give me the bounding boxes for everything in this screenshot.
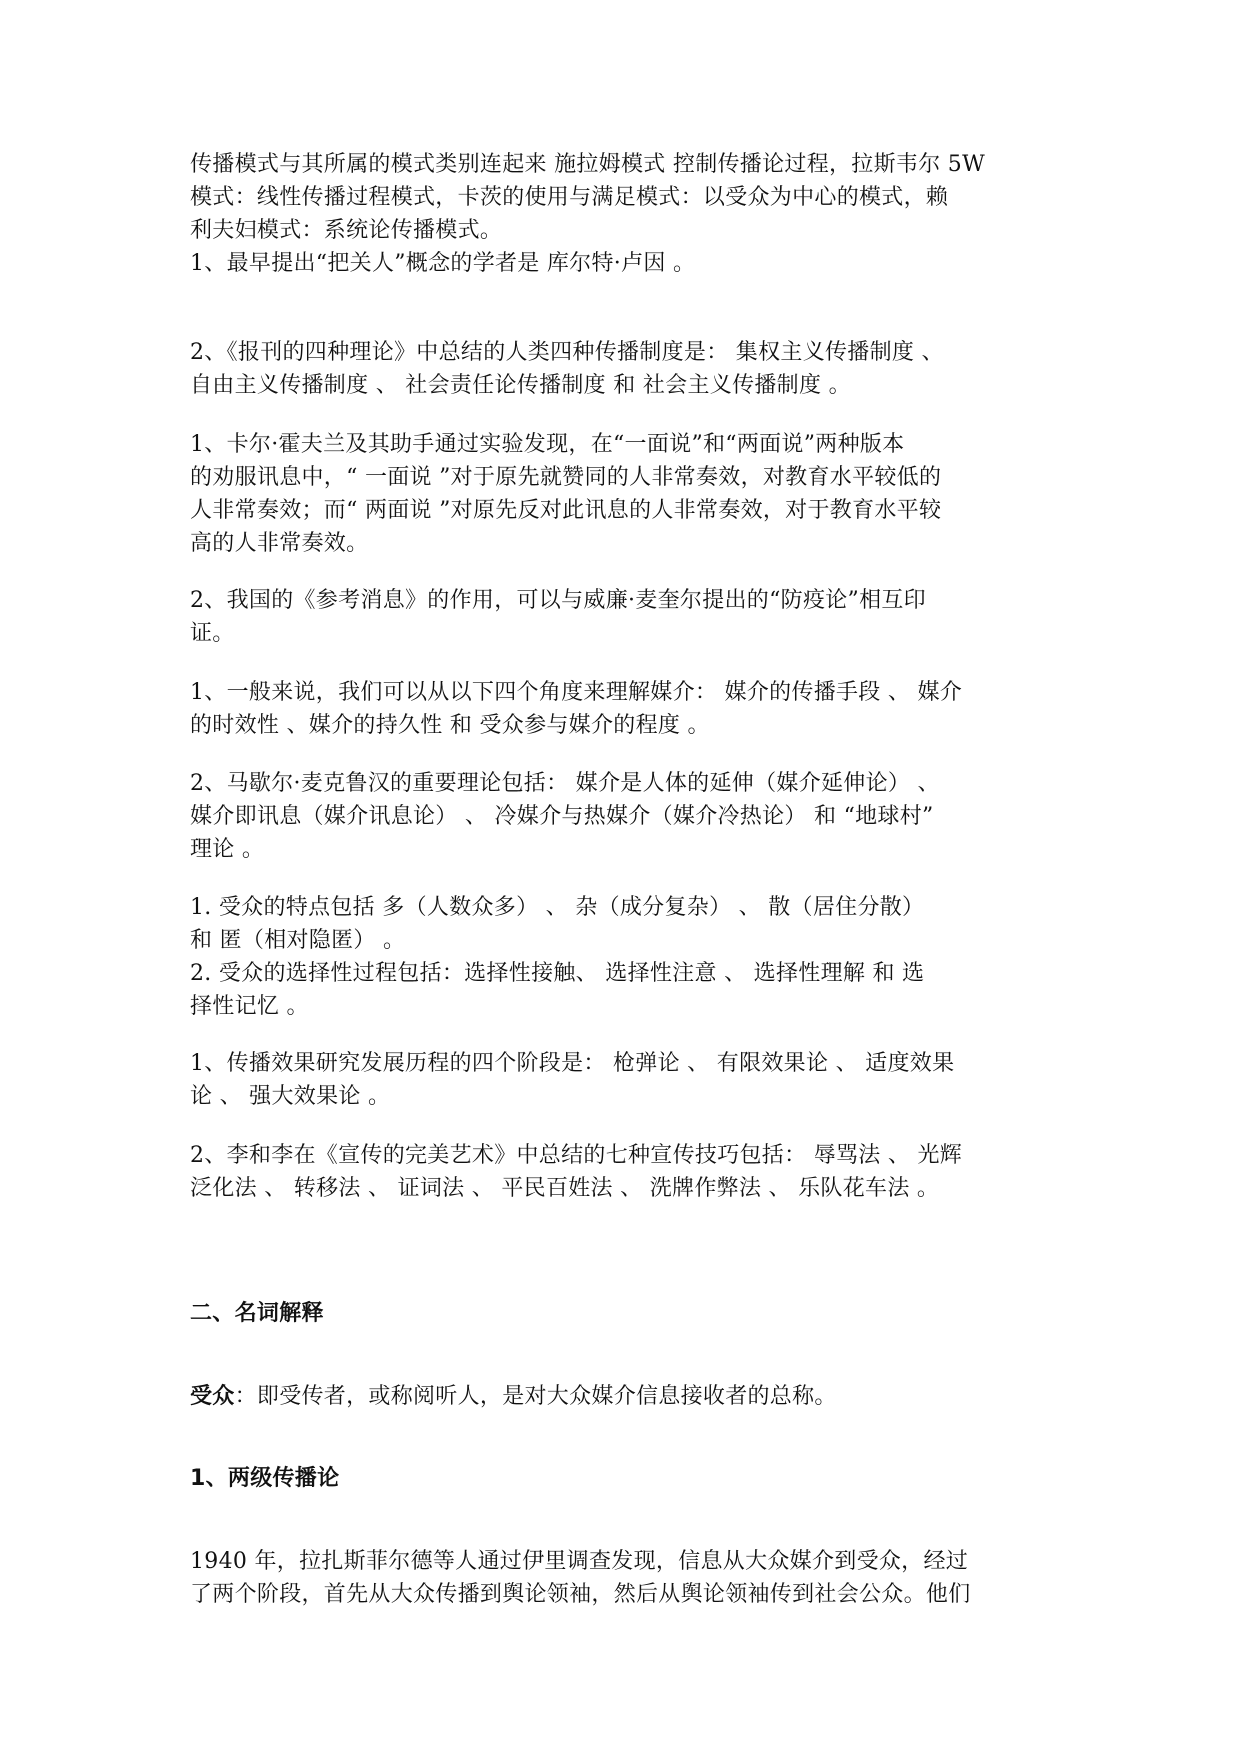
text-line: 1、传播效果研究发展历程的四个阶段是： 枪弹论 、 有限效果论 、 适度效果 [190, 1051, 955, 1076]
paragraph-audience [190, 891, 1070, 1023]
text-line: 人非常奏效；而“ 两面说 ”对原先反对此讯息的人非常奏效，对于教育水平较 [190, 498, 942, 523]
text-line: 2、马歇尔·麦克鲁汉的重要理论包括： 媒介是人体的延伸（媒介延伸论） 、 [190, 771, 940, 796]
text-line: 自由主义传播制度 、 社会责任论传播制度 和 社会主义传播制度 。 [190, 373, 851, 398]
text-line: 2. 受众的选择性过程包括：选择性接触、 选择性注意 、 选择性理解 和 选 [190, 961, 925, 986]
paragraph-mcluhan [190, 767, 1070, 866]
text-line: 2、我国的《参考消息》的作用，可以与威廉·麦奎尔提出的“防疫论”相互印 [190, 588, 926, 613]
text-line: 证。 [190, 621, 235, 646]
text-line: 和 匿（相对隐匿） 。 [190, 928, 406, 953]
definition-audience [190, 1380, 1070, 1413]
text-line: 的时效性 、媒介的持久性 和 受众参与媒介的程度 。 [190, 713, 710, 738]
text-line: 泛化法 、 转移法 、 证词法 、 平民百姓法 、 洗牌作弊法 、 乐队花车法 。 [190, 1176, 940, 1201]
section-heading [190, 1297, 1070, 1330]
text-line: 理论 。 [190, 837, 265, 862]
text-line: 1. 受众的特点包括 多（人数众多） 、 杂（成分复杂） 、 散（居住分散） [190, 895, 925, 920]
paragraph-media-angles [190, 676, 1070, 742]
text-line: 利夫妇模式：系统论传播模式。 [190, 218, 503, 243]
text-line: 论 、 强大效果论 。 [190, 1084, 391, 1109]
text-line: 1、最早提出“把关人”概念的学者是 库尔特·卢因 。 [190, 251, 696, 276]
paragraph-effects-stages [190, 1047, 1070, 1113]
paragraph-reference-news [190, 584, 1070, 650]
definition-line [190, 1380, 1070, 1413]
text-line: 1、卡尔·霍夫兰及其助手通过实验发现，在“一面说”和“两面说”两种版本 [190, 432, 905, 457]
paragraph-hovland [190, 428, 1070, 560]
paragraph-two-step-flow [190, 1545, 1070, 1611]
text-line: 了两个阶段，首先从大众传播到舆论领袖，然后从舆论领袖传到社会公众。他们 [190, 1582, 971, 1607]
definition-term: 受众 [190, 1384, 235, 1409]
paragraph-gatekeeper [190, 247, 1070, 280]
text-line: 1、一般来说，我们可以从以下四个角度来理解媒介： 媒介的传播手段 、 媒介 [190, 680, 963, 705]
paragraph-four-theories [190, 336, 1070, 402]
subheading [190, 1462, 1070, 1495]
text-line: 媒介即讯息（媒介讯息论） 、 冷媒介与热媒介（媒介冷热论） 和 “地球村” [190, 804, 934, 829]
text-line: 择性记忆 。 [190, 994, 309, 1019]
subheading-title: 1、两级传播论 [190, 1466, 340, 1491]
text-line: 高的人非常奏效。 [190, 531, 369, 556]
definition-text: ：即受传者，或称阅听人，是对大众媒介信息接收者的总称。 [234, 1384, 837, 1409]
text-line: 2、李和李在《宣传的完美艺术》中总结的七种宣传技巧包括： 辱骂法 、 光辉 [190, 1143, 963, 1168]
text-line: 2、《报刊的四种理论》中总结的人类四种传播制度是： 集权主义传播制度 、 [190, 340, 944, 365]
text-line: 1940 年，拉扎斯菲尔德等人通过伊里调查发现，信息从大众媒介到受众，经过 [190, 1549, 969, 1574]
text-line: 模式：线性传播过程模式，卡茨的使用与满足模式：以受众为中心的模式，赖 [190, 185, 949, 210]
paragraph-propaganda-techniques [190, 1139, 1070, 1205]
section-title: 二、名词解释 [190, 1301, 324, 1326]
text-line: 的劝服讯息中，“ 一面说 ”对于原先就赞同的人非常奏效，对教育水平较低的 [190, 465, 942, 490]
paragraph-communication-models [190, 148, 1070, 247]
text-line: 传播模式与其所属的模式类别连起来 施拉姆模式 控制传播论过程，拉斯韦尔 5W [190, 152, 985, 177]
